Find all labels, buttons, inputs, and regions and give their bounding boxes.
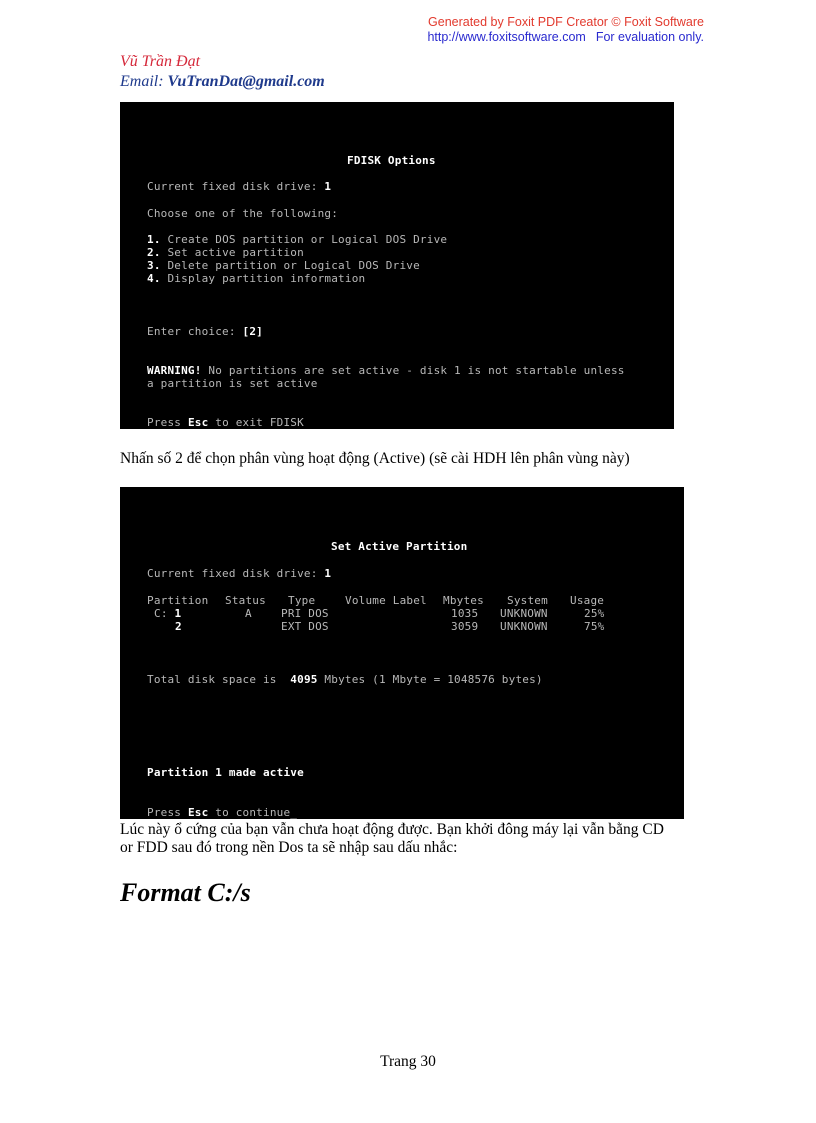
watermark-url[interactable]: http://www.foxitsoftware.com [427,30,586,44]
row1-mbytes: 1035 [451,607,479,620]
header-volume-label: Volume Label [345,594,427,607]
exit-hint: Press Esc to exit FDISK [147,416,304,429]
instruction-paragraph [120,821,664,857]
choice-input: [2] [242,325,263,338]
option-4: 4. Display partition information [147,272,366,285]
row1-usage: 25% [584,607,605,620]
enter-choice-line: Enter choice: [2] [147,325,263,338]
continue-hint: Press Esc to continue_ [147,806,298,819]
format-command-heading: Format C:/s [120,878,251,907]
watermark-note: For evaluation only. [595,30,704,44]
email-address[interactable]: VuTranDat@gmail.com [167,73,325,90]
warning-line: WARNING! No partitions are set active - disk 1 is not startable unless [147,364,625,377]
watermark-generated-by: Generated by Foxit PDF Creator © Foxit Software [428,15,704,29]
caption-select-active: Nhấn số 2 để chọn phân vùng hoạt động (Active) (sẽ cài HDH lên phân vùng này) [120,450,630,467]
fdisk-options-screenshot [120,102,674,429]
page-number: Trang 30 [380,1053,436,1070]
row2-type: EXT DOS [281,620,329,633]
row1-status: A [245,607,252,620]
header-usage: Usage [570,594,605,607]
author-block [120,52,325,92]
fdisk-title: FDISK Options [347,154,436,167]
total-disk-space: Total disk space is 4095 Mbytes (1 Mbyte = 1048576 bytes) [147,673,543,686]
paragraph-line-1: Lúc này ổ cứng của bạn vẫn chưa hoạt động được. Bạn khởi đông máy lại vẫn bằng CD [120,821,664,838]
author-email-line [120,72,325,92]
header-type: Type [288,594,316,607]
option-2: 2. Set active partition [147,246,304,259]
current-drive-line: Current fixed disk drive: 1 [147,180,332,193]
author-name: Vũ Trần Đạt [120,53,201,70]
row2-partition: 2 [175,620,182,633]
warning-line-2: a partition is set active [147,377,318,390]
email-label: Email: [120,73,164,90]
row2-usage: 75% [584,620,605,633]
option-1: 1. Create DOS partition or Logical DOS Drive [147,233,448,246]
header-partition: Partition [147,594,209,607]
header-system: System [507,594,548,607]
row2-mbytes: 3059 [451,620,479,633]
row1-partition: C: 1 [154,607,182,620]
choose-prompt: Choose one of the following: [147,207,339,220]
current-drive-line: Current fixed disk drive: 1 [147,567,332,580]
row1-type: PRI DOS [281,607,329,620]
option-3: 3. Delete partition or Logical DOS Drive [147,259,420,272]
header-mbytes: Mbytes [443,594,484,607]
watermark-url-line [427,30,704,45]
set-active-title: Set Active Partition [331,540,468,553]
made-active-message: Partition 1 made active [147,766,304,779]
header-status: Status [225,594,266,607]
foxit-watermark [427,15,704,45]
row1-system: UNKNOWN [500,607,548,620]
paragraph-line-2: or FDD sau đó trong nền Dos ta sẽ nhập sau dấu nhắc: [120,839,458,856]
row2-system: UNKNOWN [500,620,548,633]
set-active-partition-screenshot [120,487,684,819]
